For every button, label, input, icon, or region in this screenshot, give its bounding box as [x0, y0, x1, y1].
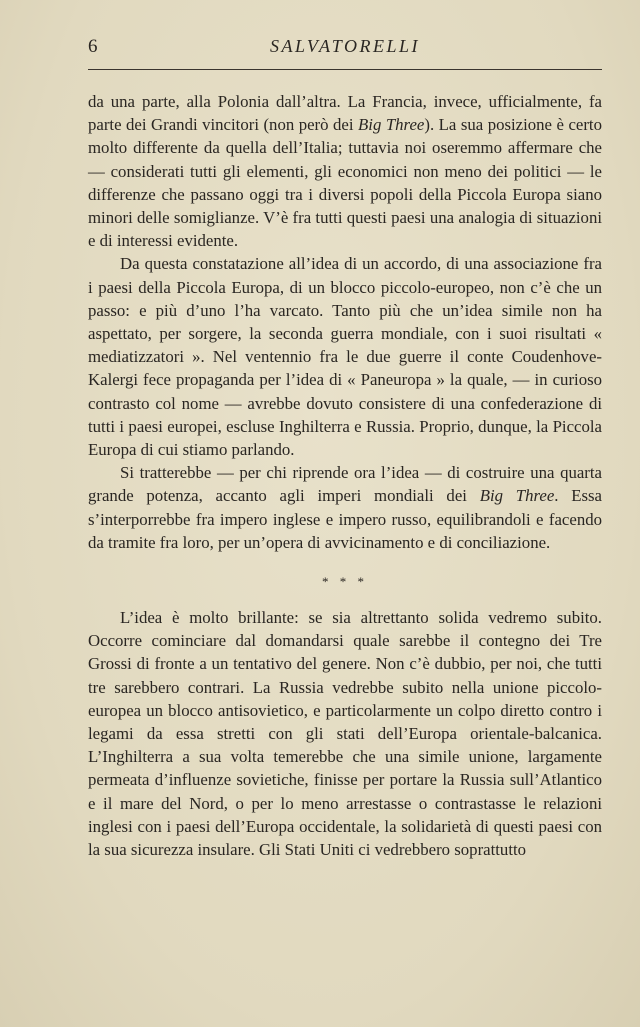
paragraph-3: Si tratterebbe — per chi riprende ora l’idea — di costruire una quarta grande potenza, accanto agli imperi mondiali dei Big Three. Essa s’interporrebbe fra impero inglese e impero russo, equilibrandoli e facendo da tramite fra loro, per un’opera di avvicinamento e di conciliazione.: [88, 463, 603, 552]
body-text: [88, 90, 602, 861]
running-head: [88, 36, 602, 66]
italic-big-three: Big Three: [479, 486, 555, 506]
running-title: SALVATORELLI: [269, 36, 420, 56]
paragraph-4: L’idea è molto brillante: se sia altrettanto solida vedremo subito. Occorre cominciare dal domandarsi quale sarebbe il contegno dei Tre Grossi di fronte a un tentativo del genere. Non c’è dubbio, per noi, che tutti tre sarebbero contrari. La Russia vedrebbe subito nella unione piccolo-europea un blocco antisovietico, e particolarmente un colpo diretto contro i legami da essa stretti con gli stati dell’Europa orientale-balcanica. L’Inghilterra a sua volta temerebbe che una simile unione, largamente permeata d’influenze sovietiche, finisse per portare la Russia sull’Atlantico e il mare del Nord, o per lo meno arrestasse o contrastasse le relazioni inglesi con i paesi dell’Europa occidentale, la solidarietà di questi paesi con la sua sicurezza insulare. Gli Stati Uniti ci vedrebbero soprattutto: [88, 608, 602, 860]
paragraph-1: da una parte, alla Polonia dall’altra. La Francia, invece, ufficialmente, fa parte dei Grandi vincitori (non però dei Big Three). La sua posizione è certo molto differente da quella dell’Italia; tuttavia noi oseremmo affermare che — considerati tutti gli elementi, gli economici non meno dei politici — le differenze che passano oggi tra i diversi popoli della Piccola Europa siano minori delle somiglianze. V’è fra tutti questi paesi una analogia di situazioni e di interessi evidente.: [88, 92, 602, 251]
italic-big-three: Big Three: [358, 115, 425, 135]
page-number: 6: [88, 36, 98, 57]
section-break: * * *: [322, 574, 368, 590]
paragraph-2: Da questa constatazione all’idea di un accordo, di una associazione fra i paesi della Piccola Europa, di un blocco piccolo-europeo, non c’è che un passo: e più d’uno l’ha varcato. Tanto più che un’idea simile non ha aspettato, per sorgere, la seconda guerra mondiale, con i suoi risultati « mediatizzatori ». Nel ventennio fra le due guerre il conte Coudenhove-Kalergi fece propaganda per l’idea di « Paneuropa » la quale, — in curioso contrasto col nome — avrebbe dovuto consistere di una confederazione di tutti i paesi europei, escluse Inghilterra e Russia. Proprio, dunque, la Piccola Europa di cui stiamo parlando.: [88, 254, 602, 460]
header-rule: [88, 69, 602, 70]
